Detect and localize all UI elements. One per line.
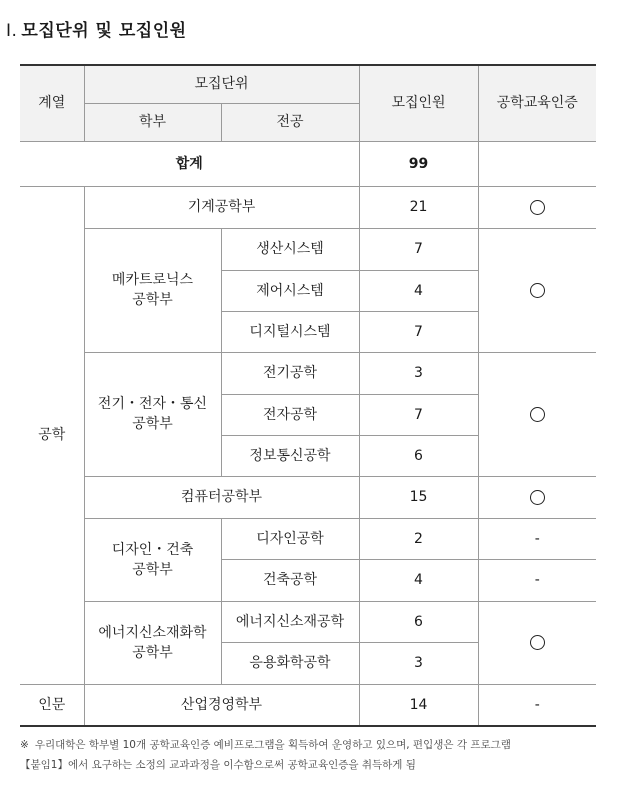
major-energy-1: 에너지신소재공학 <box>221 601 359 642</box>
header-hakbu: 학부 <box>84 103 221 141</box>
count-elec-3: 6 <box>359 435 478 476</box>
dept-mech: 기계공학부 <box>84 186 359 228</box>
count-mecha-1: 7 <box>359 228 478 270</box>
total-value: 99 <box>359 141 478 186</box>
major-energy-2: 응용화학공학 <box>221 642 359 684</box>
major-elec-2: 전자공학 <box>221 394 359 435</box>
major-mecha-3: 디지털시스템 <box>221 311 359 352</box>
cert-mecha <box>478 228 596 352</box>
title-text: 모집단위 및 모집인원 <box>21 21 187 41</box>
dept-mecha: 메카트로닉스 공학부 <box>84 228 221 352</box>
count-comp: 15 <box>359 476 478 518</box>
count-elec-1: 3 <box>359 352 478 394</box>
count-mecha-3: 7 <box>359 311 478 352</box>
major-mecha-2: 제어시스템 <box>221 270 359 311</box>
total-cert <box>478 141 596 186</box>
cert-design-1: - <box>478 518 596 559</box>
recruitment-table <box>20 64 596 727</box>
cert-comp <box>478 476 596 518</box>
dept-biz: 산업경영학부 <box>84 684 359 726</box>
cert-energy <box>478 601 596 684</box>
header-gyeyeol: 계열 <box>20 65 84 141</box>
dept-comp: 컴퓨터공학부 <box>84 476 359 518</box>
count-design-1: 2 <box>359 518 478 559</box>
major-mecha-1: 생산시스템 <box>221 228 359 270</box>
footnote-text-1: 우리대학은 학부별 10개 공학교육인증 예비프로그램을 획득하여 운영하고 있으며, 편입생은 각 프로그램 <box>34 739 511 751</box>
cert-design-2: - <box>478 559 596 601</box>
major-design-1: 디자인공학 <box>221 518 359 559</box>
cert-mech <box>478 186 596 228</box>
footnote-line-1 <box>20 735 511 755</box>
group-humanities: 인문 <box>20 684 84 726</box>
dept-design: 디자인・건축 공학부 <box>84 518 221 601</box>
cert-biz: - <box>478 684 596 726</box>
major-elec-3: 정보통신공학 <box>221 435 359 476</box>
total-label: 합계 <box>20 141 359 186</box>
footnote-line-2: 【붙임1】에서 요구하는 소정의 교과과정을 이수함으로써 공학교육인증을 취득하게 됨 <box>20 759 416 771</box>
page-title <box>6 16 187 41</box>
count-mecha-2: 4 <box>359 270 478 311</box>
count-design-2: 4 <box>359 559 478 601</box>
header-count: 모집인원 <box>359 65 478 141</box>
note-mark: ※ <box>20 739 29 751</box>
circle-icon <box>530 200 545 215</box>
circle-icon <box>530 283 545 298</box>
count-elec-2: 7 <box>359 394 478 435</box>
count-energy-2: 3 <box>359 642 478 684</box>
footnote <box>20 735 511 775</box>
circle-icon <box>530 635 545 650</box>
circle-icon <box>530 490 545 505</box>
header-cert: 공학교육인증 <box>478 65 596 141</box>
cert-elec <box>478 352 596 476</box>
title-numeral: Ⅰ. <box>6 21 18 41</box>
header-jeongong: 전공 <box>221 103 359 141</box>
circle-icon <box>530 407 545 422</box>
major-design-2: 건축공학 <box>221 559 359 601</box>
count-mech: 21 <box>359 186 478 228</box>
header-unit: 모집단위 <box>84 65 359 103</box>
dept-elec: 전기・전자・통신 공학부 <box>84 352 221 476</box>
count-biz: 14 <box>359 684 478 726</box>
count-energy-1: 6 <box>359 601 478 642</box>
major-elec-1: 전기공학 <box>221 352 359 394</box>
dept-energy: 에너지신소재화학 공학부 <box>84 601 221 684</box>
group-engineering: 공학 <box>20 186 84 684</box>
